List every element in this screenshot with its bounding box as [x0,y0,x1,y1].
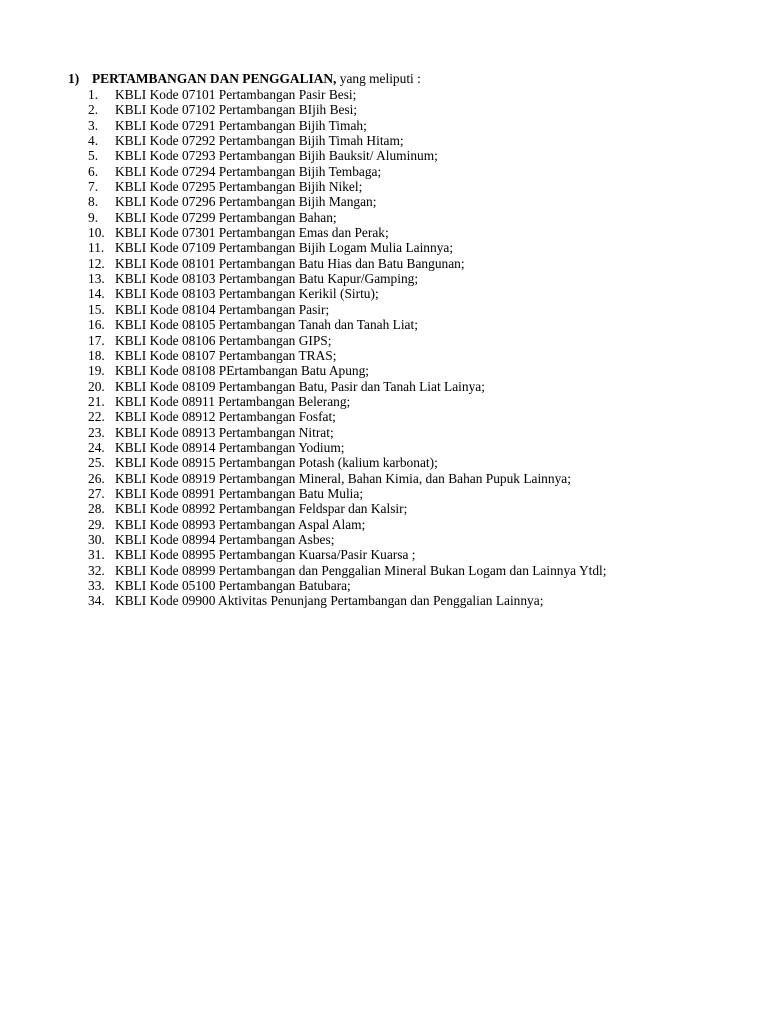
list-item [88,133,607,148]
list-item-text: KBLI Kode 08108 PErtambangan Batu Apung; [115,363,370,379]
list-item [88,593,607,608]
list-item-text: KBLI Kode 08919 Pertambangan Mineral, Bahan Kimia, dan Bahan Pupuk Lainnya; [115,470,571,486]
list-item [88,317,607,332]
list-item-number: 21. [88,393,105,409]
list-item [88,363,607,378]
list-item-number: 12. [88,255,105,271]
list-item [88,517,607,532]
list-item [88,547,607,562]
list-item-text: KBLI Kode 08991 Pertambangan Batu Mulia; [115,485,364,501]
list-item-number: 25. [88,455,105,471]
list-item [88,179,607,194]
list-item-text: KBLI Kode 08106 Pertambangan GIPS; [115,332,332,348]
list-item-number: 17. [88,332,105,348]
list-item-number: 20. [88,378,105,394]
list-item-number: 11. [88,240,105,256]
list-item-number: 32. [88,562,105,578]
list-item-number: 24. [88,439,105,455]
list-item-number: 9. [88,209,99,225]
list-item-text: KBLI Kode 08993 Pertambangan Aspal Alam; [115,516,366,532]
list-item [88,471,607,486]
list-item-number: 4. [88,133,99,149]
list-item-text: KBLI Kode 07109 Pertambangan Bijih Logam Mulia Lainnya; [115,240,454,256]
list-item-text: KBLI Kode 09900 Aktivitas Penunjang Pertambangan dan Penggalian Lainnya; [115,593,544,609]
section-heading [68,71,421,87]
list-item [88,148,607,163]
list-item-number: 15. [88,301,105,317]
list-item [88,286,607,301]
section-title: PERTAMBANGAN DAN PENGGALIAN, [92,71,337,86]
list-item-text: KBLI Kode 08994 Pertambangan Asbes; [115,531,335,547]
list-item-number: 23. [88,424,105,440]
list-item-number: 30. [88,531,105,547]
list-item-number: 22. [88,409,105,425]
list-item-number: 8. [88,194,99,210]
list-item-text: KBLI Kode 08911 Pertambangan Belerang; [115,393,351,409]
list-item [88,379,607,394]
list-item-number: 34. [88,593,105,609]
list-item-number: 2. [88,102,99,118]
list-item [88,333,607,348]
list-item-text: KBLI Kode 08995 Pertambangan Kuarsa/Pasir Kuarsa ; [115,547,416,563]
list-item-text: KBLI Kode 07291 Pertambangan Bijih Timah; [115,117,367,133]
list-item-text: KBLI Kode 07292 Pertambangan Bijih Timah Hitam; [115,133,404,149]
list-item [88,578,607,593]
list-item [88,240,607,255]
list-item [88,302,607,317]
list-item-number: 16. [88,317,105,333]
kbli-list [88,87,607,609]
list-item [88,210,607,225]
section-number: 1) [68,71,80,86]
section-suffix: yang meliputi : [336,71,421,86]
list-item-text: KBLI Kode 08109 Pertambangan Batu, Pasir dan Tanah Liat Lainya; [115,378,485,394]
list-item-text: KBLI Kode 08101 Pertambangan Batu Hias dan Batu Bangunan; [115,255,465,271]
list-item [88,164,607,179]
list-item-text: KBLI Kode 08999 Pertambangan dan Penggalian Mineral Bukan Logam dan Lainnya Ytdl; [115,562,607,578]
list-item-text: KBLI Kode 07101 Pertambangan Pasir Besi; [115,87,357,102]
list-item-text: KBLI Kode 08104 Pertambangan Pasir; [115,301,330,317]
list-item-text: KBLI Kode 07293 Pertambangan Bijih Bauksit/ Aluminum; [115,148,438,164]
list-item [88,409,607,424]
list-item [88,271,607,286]
list-item-number: 26. [88,470,105,486]
list-item-text: KBLI Kode 08107 Pertambangan TRAS; [115,347,337,363]
list-item-number: 29. [88,516,105,532]
list-item [88,532,607,547]
list-item [88,425,607,440]
list-item-number: 28. [88,501,105,517]
list-item [88,225,607,240]
list-item [88,87,607,102]
list-item-text: KBLI Kode 07102 Pertambangan BIjih Besi; [115,102,358,118]
list-item-text: KBLI Kode 08915 Pertambangan Potash (kalium karbonat); [115,455,438,471]
list-item [88,118,607,133]
list-item-text: KBLI Kode 07294 Pertambangan Bijih Tembaga; [115,163,382,179]
list-item-text: KBLI Kode 07296 Pertambangan Bijih Mangan; [115,194,377,210]
list-item-number: 27. [88,485,105,501]
list-item-text: KBLI Kode 08103 Pertambangan Kerikil (Sirtu); [115,286,379,302]
list-item [88,348,607,363]
list-item-text: KBLI Kode 07295 Pertambangan Bijih Nikel; [115,179,363,195]
list-item-number: 31. [88,547,105,563]
list-item-text: KBLI Kode 08913 Pertambangan Nitrat; [115,424,334,440]
list-item-text: KBLI Kode 08914 Pertambangan Yodium; [115,439,345,455]
list-item [88,486,607,501]
list-item [88,256,607,271]
list-item-number: 7. [88,179,99,195]
list-item [88,194,607,209]
list-item-text: KBLI Kode 05100 Pertambangan Batubara; [115,578,351,593]
list-item-text: KBLI Kode 07301 Pertambangan Emas dan Perak; [115,225,389,241]
list-item-text: KBLI Kode 08912 Pertambangan Fosfat; [115,409,336,425]
list-item-number: 6. [88,163,99,179]
list-item-text: KBLI Kode 08105 Pertambangan Tanah dan Tanah Liat; [115,317,418,333]
list-item [88,102,607,117]
list-item-number: 1. [88,87,99,102]
list-item-number: 10. [88,225,105,241]
list-item [88,394,607,409]
list-item-text: KBLI Kode 08992 Pertambangan Feldspar dan Kalsir; [115,501,408,517]
list-item [88,563,607,578]
list-item-number: 14. [88,286,105,302]
list-item-number: 18. [88,347,105,363]
list-item [88,501,607,516]
list-item-number: 33. [88,578,105,593]
list-item-number: 19. [88,363,105,379]
list-item-text: KBLI Kode 07299 Pertambangan Bahan; [115,209,337,225]
list-item-number: 13. [88,271,105,287]
list-item-number: 3. [88,117,99,133]
list-item-text: KBLI Kode 08103 Pertambangan Batu Kapur/Gamping; [115,271,419,287]
list-item-number: 5. [88,148,99,164]
list-item [88,440,607,455]
list-item [88,455,607,470]
